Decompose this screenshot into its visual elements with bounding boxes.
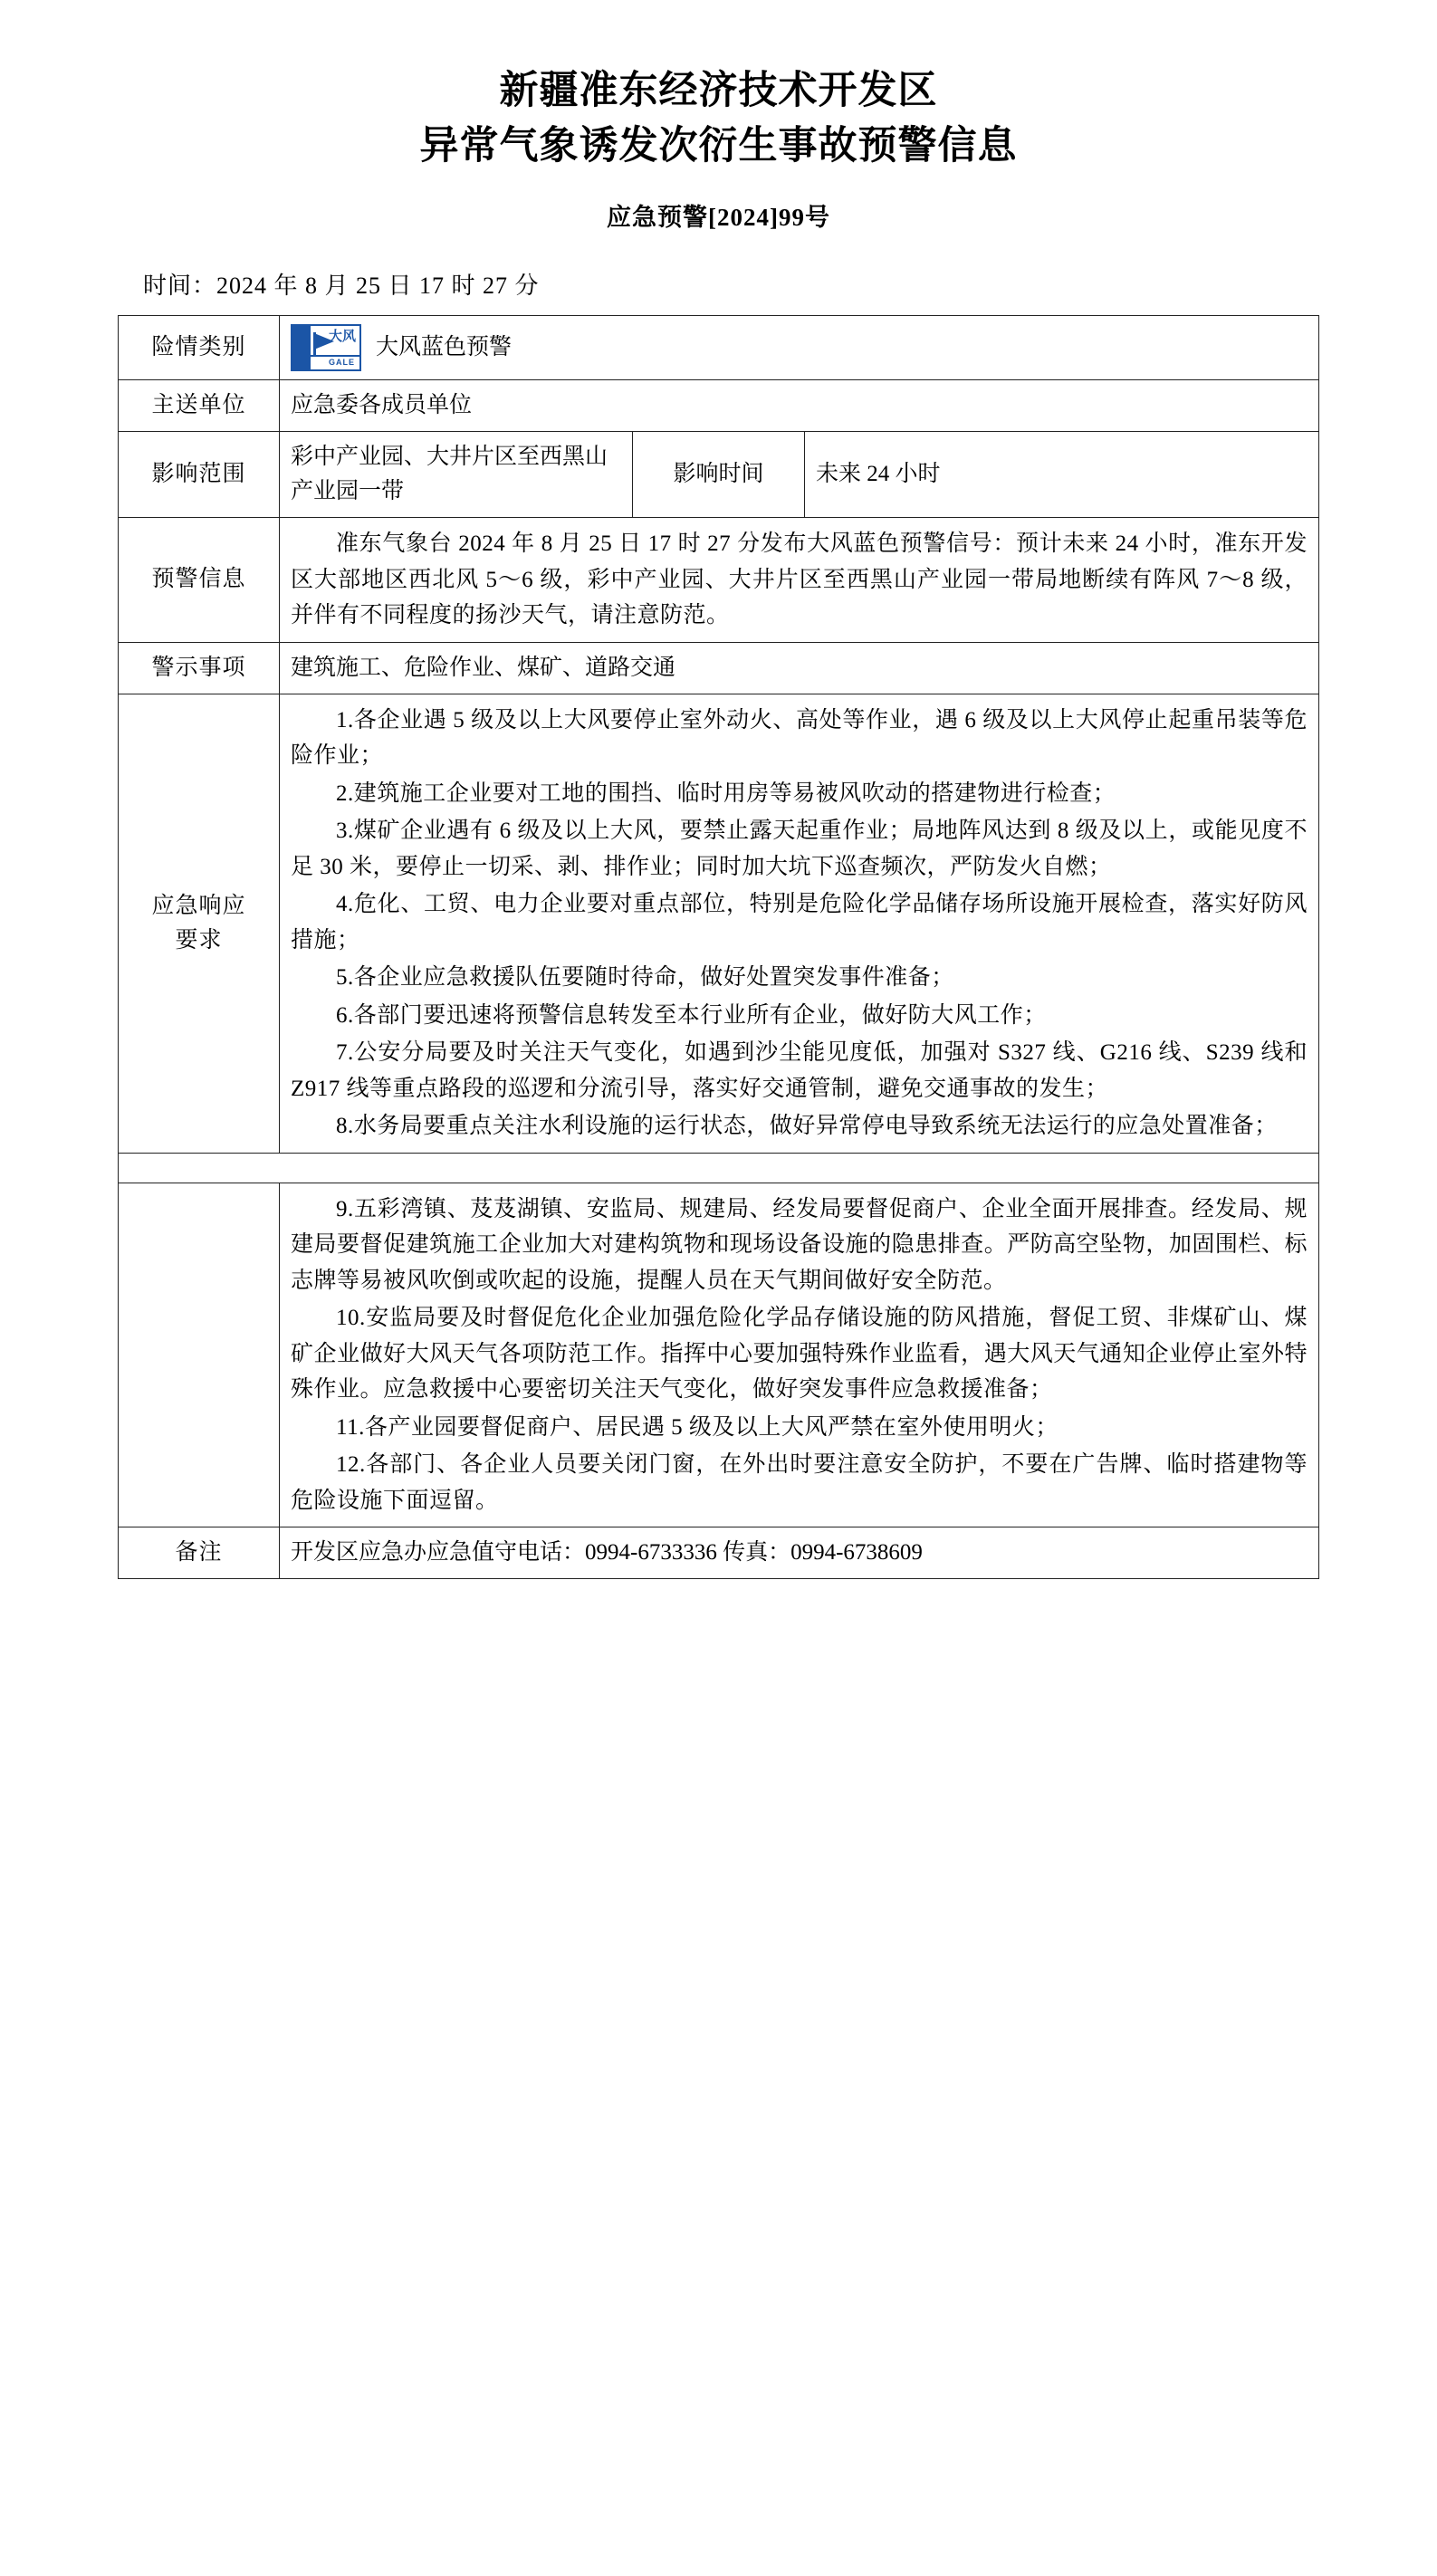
table-row-response-part1 [119, 694, 1319, 1153]
label-affect-time: 影响时间 [633, 432, 805, 518]
label-remark: 备注 [119, 1527, 280, 1579]
issue-time: 时间：2024 年 8 月 25 日 17 时 27 分 [143, 273, 540, 300]
table-row-recipient [119, 380, 1319, 432]
value-danger-type-cell [280, 316, 1319, 380]
gale-warning-icon [291, 324, 361, 371]
value-caution: 建筑施工、危险作业、煤矿、道路交通 [280, 642, 1319, 694]
label-recipient: 主送单位 [119, 380, 280, 432]
page-break-spacer [119, 1153, 1319, 1183]
warning-info-paragraph: 准东气象台 2024 年 8 月 25 日 17 时 27 分发布大风蓝色预警信号：预计未来 24 小时，准东开发区大部地区西北风 5～6 级，彩中产业园、大井片区至西黑山产业园一带局地断续有阵风 7～8 级，并伴有不同程度的扬沙天气，请注意防范。 [291, 531, 1308, 628]
response-item: 2.建筑施工企业要对工地的围挡、临时用房等易被风吹动的搭建物进行检查； [336, 780, 1116, 806]
response-item: 5.各企业应急救援队伍要随时待命，做好处置突发事件准备； [336, 965, 954, 991]
danger-type-text: 大风蓝色预警 [376, 335, 513, 360]
value-scope: 彩中产业园、大井片区至西黑山产业园一带 [280, 432, 633, 518]
value-remark: 开发区应急办应急值守电话：0994-6733336 传真：0994-6738609 [280, 1527, 1319, 1579]
response-item: 4.危化、工贸、电力企业要对重点部位，特别是危险化学品储存场所设施开展检查，落实好防风措施； [291, 892, 1308, 953]
table-row-scope [119, 432, 1319, 518]
warning-table [118, 315, 1319, 1579]
response-item: 11.各产业园要督促商户、居民遇 5 级及以上大风严禁在室外使用明火； [336, 1414, 1059, 1440]
gale-icon-cn-label: 大风 [328, 329, 356, 345]
response-item: 6.各部门要迅速将预警信息转发至本行业所有企业，做好防大风工作； [336, 1002, 1047, 1028]
label-response: 应急响应 要求 [119, 694, 280, 1153]
table-row-remark [119, 1527, 1319, 1579]
title-line-1: 新疆准东经济技术开发区 [499, 69, 938, 112]
value-response-part2 [280, 1183, 1319, 1527]
label-scope: 影响范围 [119, 432, 280, 518]
table-row-warning-info [119, 518, 1319, 643]
label-danger-type: 险情类别 [119, 316, 280, 380]
value-warning-info [280, 518, 1319, 643]
response-item: 9.五彩湾镇、芨芨湖镇、安监局、规建局、经发局要督促商户、企业全面开展排查。经发局、规建局要督促建筑施工企业加大对建构筑物和现场设备设施的隐患排查。严防高空坠物，加固围栏、标志牌等易被风吹倒或吹起的设施，提醒人员在天气期间做好安全防范。 [291, 1196, 1308, 1293]
label-caution: 警示事项 [119, 642, 280, 694]
value-recipient: 应急委各成员单位 [280, 380, 1319, 432]
response-item: 7.公安分局要及时关注天气变化，如遇到沙尘能见度低，加强对 S327 线、G216 线、S239 线和 Z917 线等重点路段的巡逻和分流引导，落实好交通管制，避免交通事故的发生； [291, 1040, 1308, 1101]
response-item: 12.各部门、各企业人员要关闭门窗，在外出时要注意安全防护，不要在广告牌、临时搭建物等危险设施下面逗留。 [291, 1452, 1308, 1513]
table-row-caution [119, 642, 1319, 694]
document-number: 应急预警[2024]99号 [607, 204, 830, 232]
response-item: 1.各企业遇 5 级及以上大风要停止室外动火、高处等作业，遇 6 级及以上大风停止起重吊装等危险作业； [291, 707, 1308, 769]
gale-icon-en-label: GALE [328, 358, 355, 368]
page-title [118, 63, 1319, 174]
table-row-response-part2 [119, 1183, 1319, 1527]
response-item: 8.水务局要重点关注水利设施的运行状态，做好异常停电导致系统无法运行的应急处置准备； [336, 1114, 1278, 1139]
value-affect-time: 未来 24 小时 [805, 432, 1319, 518]
table-row-danger-type [119, 316, 1319, 380]
response-item: 10.安监局要及时督促危化企业加强危险化学品存储设施的防风措施，督促工贸、非煤矿山、煤矿企业做好大风天气各项防范工作。指挥中心要加强特殊作业监看，遇大风天气通知企业停止室外特殊作业。应急救援中心要密切关注天气变化，做好突发事件应急救援准备； [291, 1306, 1308, 1403]
label-response-continued [119, 1183, 280, 1527]
response-item: 3.煤矿企业遇有 6 级及以上大风，要禁止露天起重作业；局地阵风达到 8 级及以上，或能见度不足 30 米，要停止一切采、剥、排作业；同时加大坑下巡查频次，严防发火自燃； [291, 819, 1308, 879]
value-response-part1 [280, 694, 1319, 1153]
title-line-2: 异常气象诱发次衍生事故预警信息 [419, 124, 1018, 168]
label-warning-info: 预警信息 [119, 518, 280, 643]
